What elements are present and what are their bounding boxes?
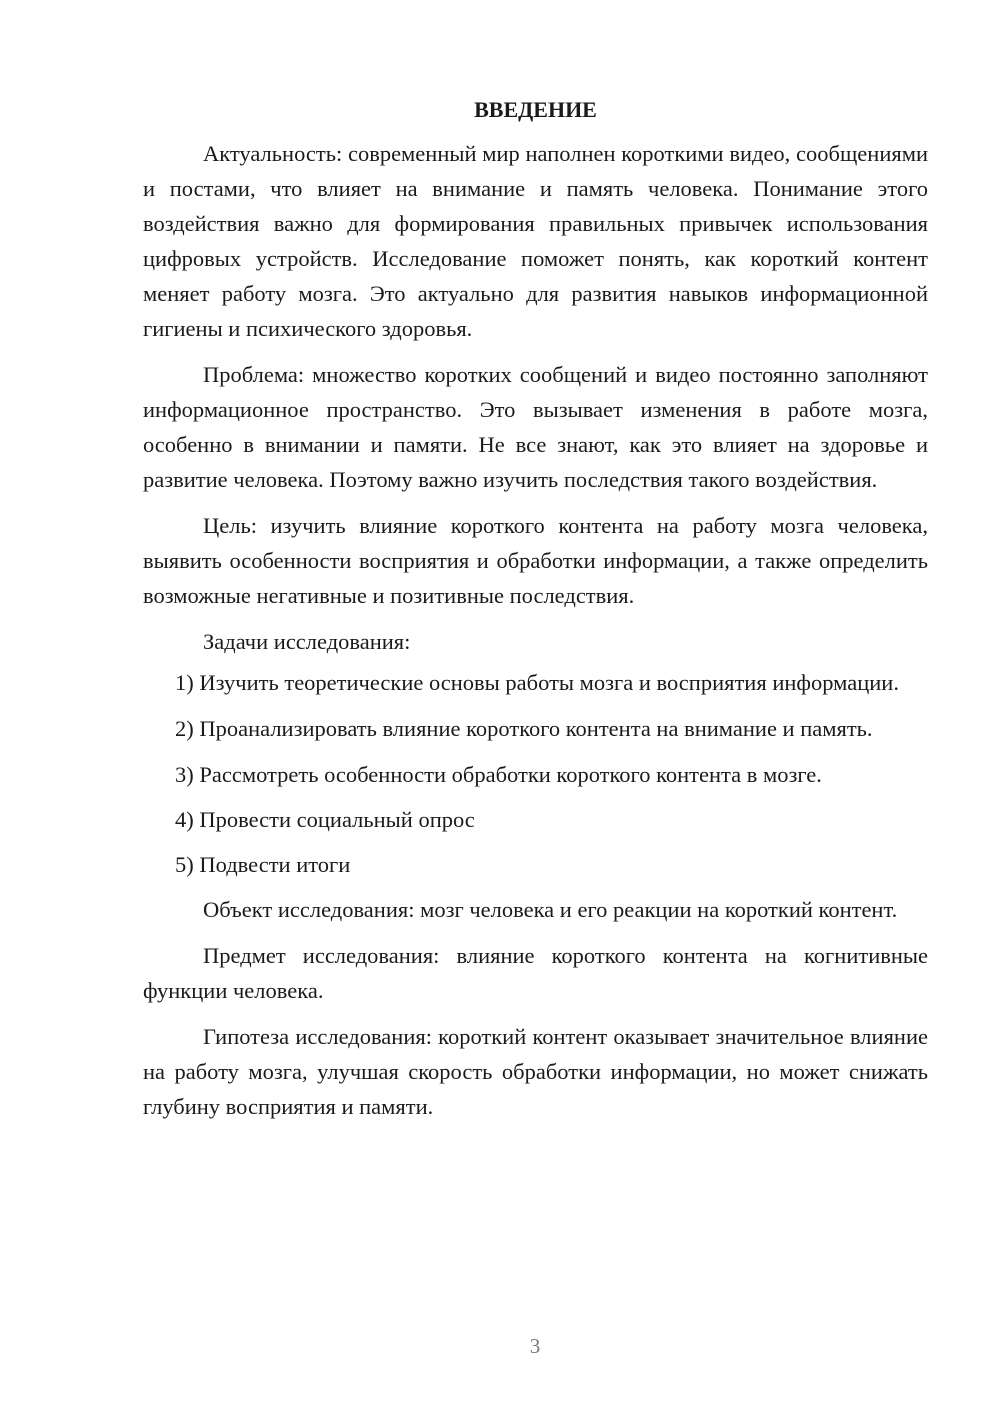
page-title: ВВЕДЕНИЕ (474, 97, 597, 122)
relevance-paragraph: Актуальность: современный мир наполнен короткими видео, сообщениями и постами, что влияет на внимание и память человека. Понимание этого воздействия важно для формирования правильных привычек использования цифровых устройств. Исследование поможет понять, как короткий контент меняет работу мозга. Это актуально для развития навыков информационной гигиены и психического здоровья. (143, 141, 928, 341)
subject-paragraph: Предмет исследования: влияние короткого контента на когнитивные функции человека. (143, 943, 928, 1003)
hypothesis-paragraph: Гипотеза исследования: короткий контент оказывает значительное влияние на работу мозга, улучшая скорость обработки информации, но может снижать глубину восприятия и памяти. (143, 1024, 928, 1119)
task-item-4: 4) Провести социальный опрос (175, 807, 475, 832)
task-item-1: 1) Изучить теоретические основы работы мозга и восприятия информации. (175, 670, 899, 695)
page-number: 3 (529, 1334, 541, 1358)
goal-paragraph: Цель: изучить влияние короткого контента на работу мозга человека, выявить особенности восприятия и обработки информации, а также определить возможные негативные и позитивные последствия. (143, 513, 928, 608)
task-item-5: 5) Подвести итоги (175, 852, 351, 877)
task-item-3: 3) Рассмотреть особенности обработки короткого контента в мозге. (175, 762, 822, 787)
tasks-heading: Задачи исследования: (203, 629, 411, 654)
object-paragraph: Объект исследования: мозг человека и его реакции на короткий контент. (203, 897, 898, 922)
task-item-2: 2) Проанализировать влияние короткого контента на внимание и память. (175, 716, 873, 741)
document-page (143, 95, 928, 1135)
problem-paragraph: Проблема: множество коротких сообщений и видео постоянно заполняют информационное пространство. Это вызывает изменения в работе мозга, особенно в внимании и памяти. Не все знают, как это влияет на здоровье и развитие человека. Поэтому важно изучить последствия такого воздействия. (143, 362, 928, 492)
